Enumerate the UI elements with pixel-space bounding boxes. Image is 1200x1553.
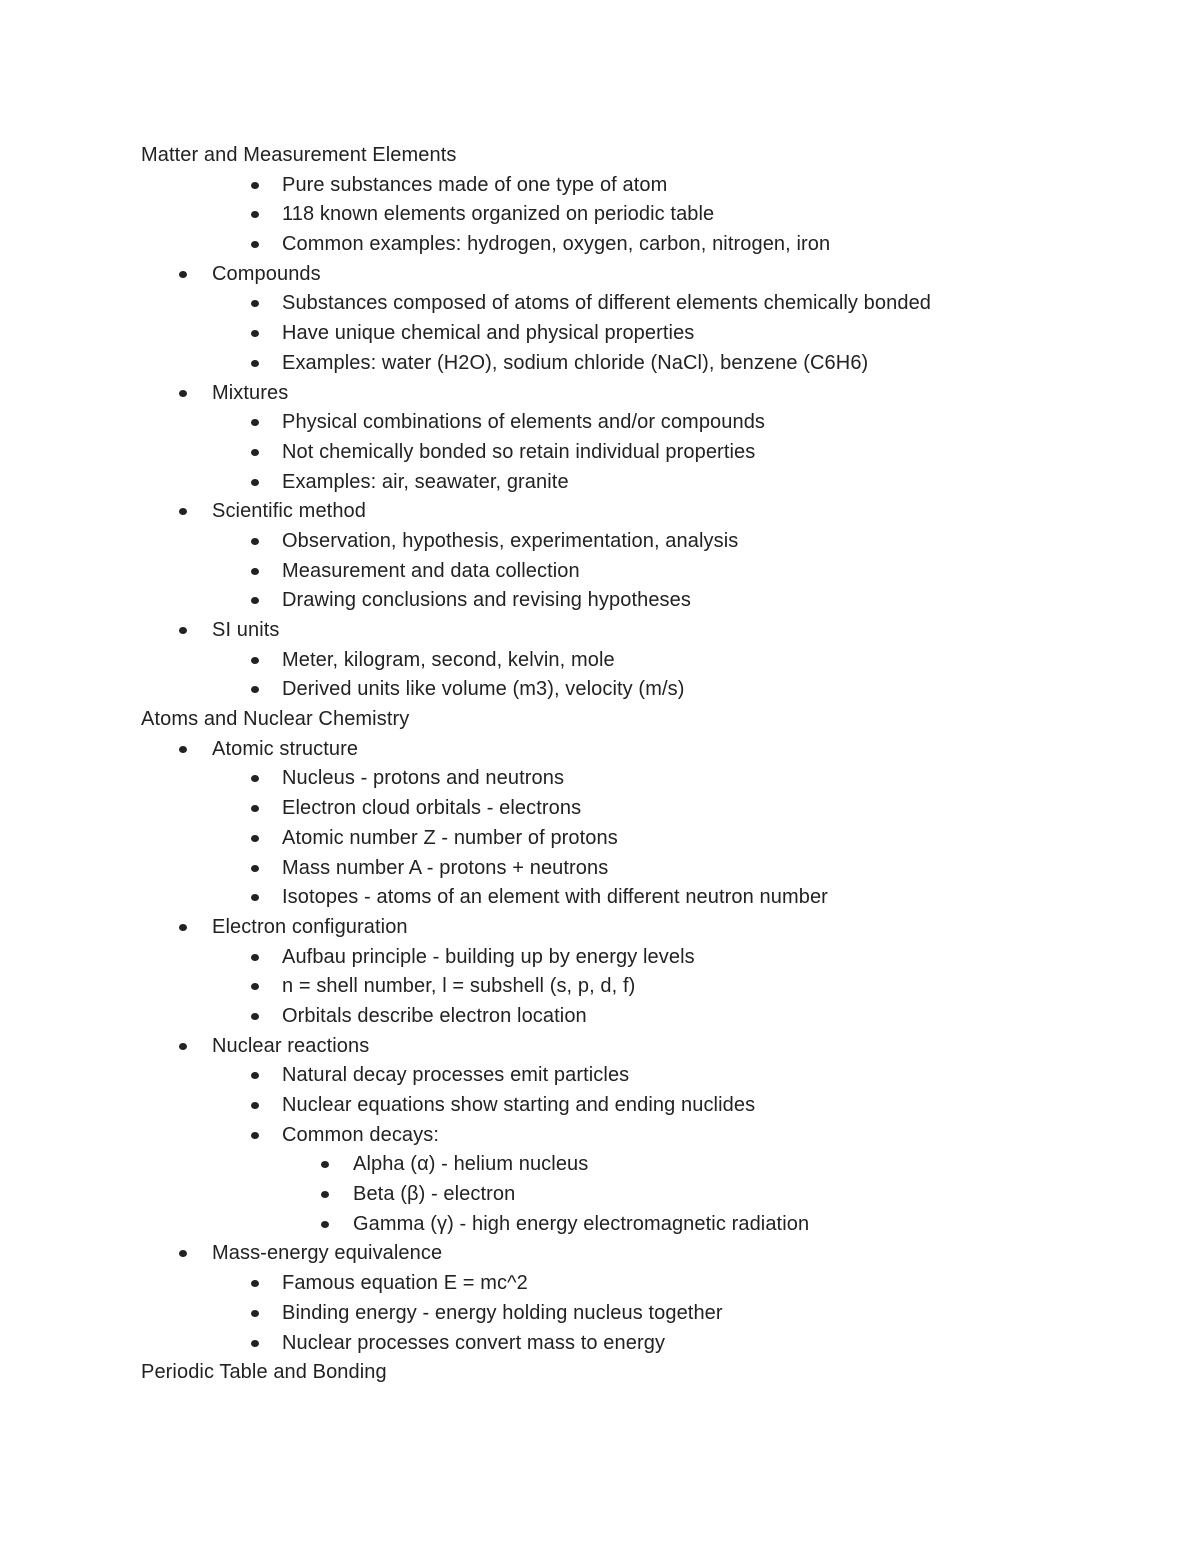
list-item	[141, 1121, 1101, 1151]
list-item-text: Substances composed of atoms of different elements chemically bonded	[282, 292, 932, 315]
list-item	[141, 1269, 1101, 1299]
bullet-icon	[251, 1102, 259, 1109]
bullet-icon	[179, 271, 187, 278]
list-item	[141, 1299, 1101, 1329]
bullet-icon	[251, 835, 259, 842]
bullet-icon	[179, 390, 187, 397]
section-heading	[141, 705, 1101, 735]
list-item-text: Alpha (α) - helium nucleus	[353, 1153, 589, 1176]
list-item-text: Mass number A - protons + neutrons	[282, 856, 609, 879]
list-item	[141, 1210, 1101, 1240]
list-item	[141, 468, 1101, 498]
list-item	[141, 408, 1101, 438]
bullet-icon	[251, 419, 259, 426]
list-item	[141, 1329, 1101, 1359]
bullet-icon	[251, 775, 259, 782]
list-item-text: Nucleus - protons and neutrons	[282, 767, 565, 790]
bullet-icon	[251, 1310, 259, 1317]
list-item	[141, 319, 1101, 349]
list-item-text: Orbitals describe electron location	[282, 1004, 587, 1027]
list-item-text: 118 known elements organized on periodic table	[282, 203, 715, 226]
bullet-icon	[251, 300, 259, 307]
section-heading	[141, 141, 1101, 171]
bullet-icon	[179, 627, 187, 634]
list-item-text: Compounds	[212, 262, 321, 285]
bullet-icon	[179, 1250, 187, 1257]
bullet-icon	[251, 983, 259, 990]
list-item-text: Electron configuration	[212, 915, 408, 938]
bullet-icon	[251, 686, 259, 693]
bullet-icon	[251, 241, 259, 248]
list-item-text: Aufbau principle - building up by energy levels	[282, 945, 695, 968]
list-item-text: Atomic number Z - number of protons	[282, 826, 618, 849]
list-item	[141, 438, 1101, 468]
list-item	[141, 586, 1101, 616]
bullet-icon	[251, 211, 259, 218]
list-item	[141, 230, 1101, 260]
bullet-icon	[321, 1221, 329, 1228]
list-item	[141, 349, 1101, 379]
bullet-icon	[251, 1280, 259, 1287]
list-item-text: Mixtures	[212, 381, 289, 404]
list-item	[141, 913, 1101, 943]
bullet-icon	[251, 568, 259, 575]
bullet-icon	[179, 1043, 187, 1050]
list-item-text: Examples: water (H2O), sodium chloride (NaCl), benzene (C6H6)	[282, 351, 869, 374]
list-item-text: Observation, hypothesis, experimentation, analysis	[282, 529, 739, 552]
list-item-text: Physical combinations of elements and/or compounds	[282, 411, 766, 434]
list-item	[141, 260, 1101, 290]
bullet-icon	[251, 805, 259, 812]
list-item	[141, 943, 1101, 973]
list-item-text: Pure substances made of one type of atom	[282, 173, 668, 196]
list-item-text: n = shell number, l = subshell (s, p, d, f)	[282, 975, 636, 998]
bullet-icon	[251, 657, 259, 664]
list-item	[141, 289, 1101, 319]
bullet-icon	[179, 924, 187, 931]
list-item	[141, 527, 1101, 557]
list-item	[141, 1032, 1101, 1062]
section-heading-text: Periodic Table and Bonding	[141, 1361, 387, 1384]
list-item-text: Binding energy - energy holding nucleus together	[282, 1301, 723, 1324]
list-item	[141, 764, 1101, 794]
section-heading-text: Matter and Measurement Elements	[141, 144, 457, 166]
list-item-text: SI units	[212, 619, 280, 641]
list-item-text: Examples: air, seawater, granite	[282, 470, 569, 493]
list-item-text: Drawing conclusions and revising hypotheses	[282, 589, 691, 612]
list-item	[141, 1091, 1101, 1121]
list-item-text: Isotopes - atoms of an element with different neutron number	[282, 886, 828, 909]
bullet-icon	[179, 508, 187, 515]
list-item	[141, 379, 1101, 409]
bullet-icon	[321, 1191, 329, 1198]
list-item-text: Nuclear processes convert mass to energy	[282, 1331, 666, 1354]
bullet-icon	[251, 360, 259, 367]
bullet-icon	[251, 894, 259, 901]
list-item	[141, 1180, 1101, 1210]
section-heading-text: Atoms and Nuclear Chemistry	[141, 708, 410, 731]
bullet-icon	[251, 182, 259, 189]
bullet-icon	[251, 597, 259, 604]
list-item-text: Famous equation E = mc^2	[282, 1272, 528, 1295]
section-heading	[141, 1358, 1101, 1388]
list-item-text: Nuclear equations show starting and ending nuclides	[282, 1094, 756, 1116]
list-item	[141, 794, 1101, 824]
list-item	[141, 1061, 1101, 1091]
list-item	[141, 557, 1101, 587]
list-item-text: Gamma (γ) - high energy electromagnetic radiation	[353, 1212, 810, 1235]
list-item	[141, 616, 1101, 646]
list-item	[141, 171, 1101, 201]
list-item	[141, 824, 1101, 854]
list-item-text: Natural decay processes emit particles	[282, 1064, 630, 1087]
bullet-icon	[251, 538, 259, 545]
list-item	[141, 675, 1101, 705]
list-item	[141, 646, 1101, 676]
bullet-icon	[251, 449, 259, 456]
list-item	[141, 1002, 1101, 1032]
list-item-text: Electron cloud orbitals - electrons	[282, 797, 582, 820]
list-item	[141, 854, 1101, 884]
list-item-text: Nuclear reactions	[212, 1034, 370, 1057]
bullet-icon	[251, 1340, 259, 1347]
list-item-text: Meter, kilogram, second, kelvin, mole	[282, 648, 615, 671]
bullet-icon	[251, 330, 259, 337]
bullet-icon	[251, 1013, 259, 1020]
list-item-text: Common examples: hydrogen, oxygen, carbon, nitrogen, iron	[282, 233, 831, 256]
bullet-icon	[251, 954, 259, 961]
document-body	[141, 141, 1101, 1388]
list-item-text: Mass-energy equivalence	[212, 1242, 443, 1265]
bullet-icon	[251, 1072, 259, 1079]
list-item-text: Measurement and data collection	[282, 559, 580, 582]
list-item	[141, 497, 1101, 527]
list-item-text: Beta (β) - electron	[353, 1183, 516, 1206]
list-item	[141, 1239, 1101, 1269]
list-item-text: Not chemically bonded so retain individual properties	[282, 440, 756, 463]
list-item-text: Derived units like volume (m3), velocity (m/s)	[282, 678, 685, 701]
list-item	[141, 1150, 1101, 1180]
bullet-icon	[251, 865, 259, 872]
list-item-text: Scientific method	[212, 500, 366, 523]
list-item	[141, 200, 1101, 230]
list-item-text: Have unique chemical and physical properties	[282, 322, 695, 345]
list-item	[141, 883, 1101, 913]
list-item-text: Common decays:	[282, 1123, 440, 1146]
list-item	[141, 735, 1101, 765]
bullet-icon	[251, 1132, 259, 1139]
bullet-icon	[321, 1161, 329, 1168]
list-item	[141, 972, 1101, 1002]
list-item-text: Atomic structure	[212, 737, 359, 760]
bullet-icon	[179, 746, 187, 753]
bullet-icon	[251, 479, 259, 486]
